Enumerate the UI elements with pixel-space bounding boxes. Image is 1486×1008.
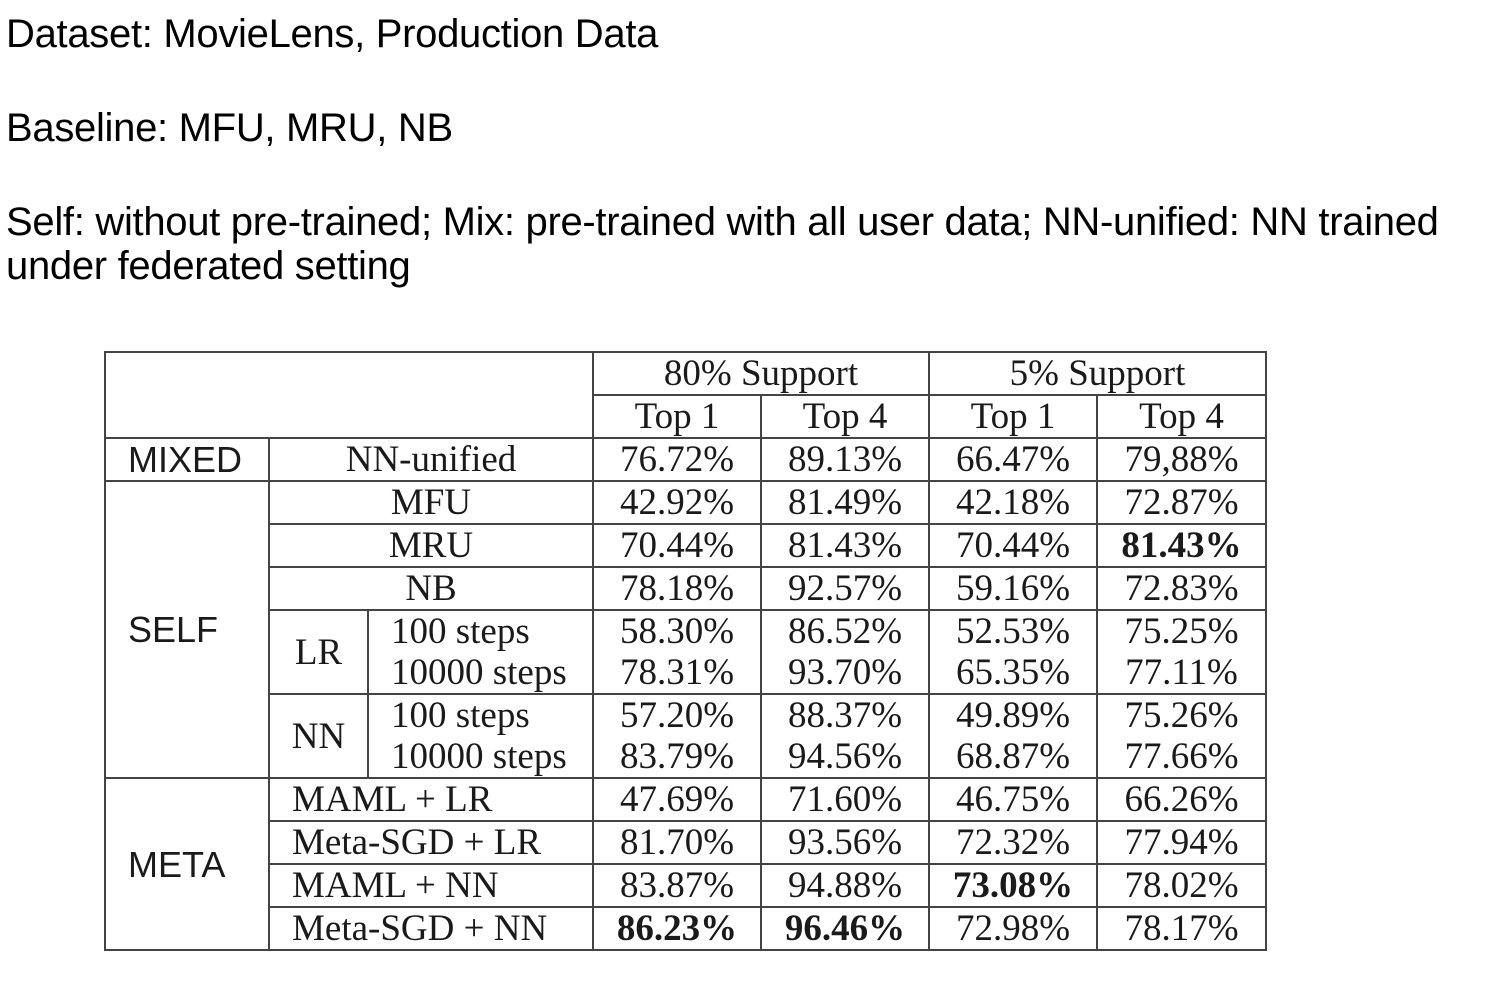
cell-value: 66.26% — [1097, 778, 1266, 821]
cell-value: 72.98% — [929, 907, 1097, 950]
cell-value: 71.60% — [761, 778, 929, 821]
cell-value: 46.75% — [929, 778, 1097, 821]
cell-value: 79,88% — [1097, 438, 1266, 481]
method-maml-nn: MAML + NN — [269, 864, 593, 907]
cell-value: 47.69% — [593, 778, 761, 821]
cell-value: 68.87% — [929, 736, 1097, 778]
table-row — [105, 778, 1266, 821]
cell-value: 72.32% — [929, 821, 1097, 864]
header-5-support: 5% Support — [929, 352, 1266, 395]
steps-label: 10000 steps — [368, 736, 593, 778]
legend-note: Self: without pre-trained; Mix: pre-trained with all user data; NN-unified: NN trained under federated setting — [6, 200, 1439, 288]
cell-value-best: 81.43% — [1097, 524, 1266, 567]
header-5-top4: Top 4 — [1097, 395, 1266, 438]
group-self: SELF — [105, 481, 269, 778]
cell-value: 42.18% — [929, 481, 1097, 524]
cell-value: 49.89% — [929, 694, 1097, 736]
cell-value: 83.87% — [593, 864, 761, 907]
cell-value-best: 86.23% — [593, 907, 761, 950]
cell-value: 78.18% — [593, 567, 761, 610]
table-row — [105, 864, 1266, 907]
method-maml-lr: MAML + LR — [269, 778, 593, 821]
cell-value: 93.70% — [761, 652, 929, 694]
cell-value: 72.83% — [1097, 567, 1266, 610]
steps-label: 100 steps — [368, 610, 593, 652]
cell-value: 94.56% — [761, 736, 929, 778]
cell-value-best: 96.46% — [761, 907, 929, 950]
results-table — [104, 351, 1267, 951]
cell-value: 92.57% — [761, 567, 929, 610]
cell-value: 77.94% — [1097, 821, 1266, 864]
table-row — [105, 907, 1266, 950]
cell-value: 78.17% — [1097, 907, 1266, 950]
header-5-top1: Top 1 — [929, 395, 1097, 438]
cell-value: 81.70% — [593, 821, 761, 864]
cell-value: 75.25% — [1097, 610, 1266, 652]
cell-value: 83.79% — [593, 736, 761, 778]
cell-value: 86.52% — [761, 610, 929, 652]
header-80-top1: Top 1 — [593, 395, 761, 438]
header-row-support — [105, 352, 1266, 395]
header-80-top4: Top 4 — [761, 395, 929, 438]
table-row — [105, 481, 1266, 524]
cell-value: 59.16% — [929, 567, 1097, 610]
baseline-note: Baseline: MFU, MRU, NB — [6, 106, 453, 150]
cell-value: 52.53% — [929, 610, 1097, 652]
cell-value: 78.02% — [1097, 864, 1266, 907]
model-lr: LR — [269, 610, 368, 694]
cell-value: 58.30% — [593, 610, 761, 652]
table-row — [105, 610, 1266, 652]
cell-value: 88.37% — [761, 694, 929, 736]
cell-value: 70.44% — [593, 524, 761, 567]
model-nn: NN — [269, 694, 368, 778]
cell-value: 76.72% — [593, 438, 761, 481]
cell-value: 94.88% — [761, 864, 929, 907]
method-mfu: MFU — [269, 481, 593, 524]
cell-value: 70.44% — [929, 524, 1097, 567]
cell-value: 72.87% — [1097, 481, 1266, 524]
method-mru: MRU — [269, 524, 593, 567]
steps-label: 10000 steps — [368, 652, 593, 694]
cell-value: 77.11% — [1097, 652, 1266, 694]
table-row — [105, 694, 1266, 736]
table-row — [105, 567, 1266, 610]
steps-label: 100 steps — [368, 694, 593, 736]
table-row — [105, 524, 1266, 567]
table-row — [105, 821, 1266, 864]
group-meta: META — [105, 778, 269, 950]
header-corner — [105, 352, 593, 438]
cell-value: 66.47% — [929, 438, 1097, 481]
method-metasgd-lr: Meta-SGD + LR — [269, 821, 593, 864]
cell-value: 93.56% — [761, 821, 929, 864]
header-80-support: 80% Support — [593, 352, 929, 395]
dataset-note: Dataset: MovieLens, Production Data — [6, 12, 659, 56]
cell-value: 57.20% — [593, 694, 761, 736]
cell-value: 65.35% — [929, 652, 1097, 694]
cell-value: 75.26% — [1097, 694, 1266, 736]
cell-value: 81.49% — [761, 481, 929, 524]
table-row — [105, 438, 1266, 481]
method-nb: NB — [269, 567, 593, 610]
cell-value: 89.13% — [761, 438, 929, 481]
group-mixed: MIXED — [105, 438, 269, 481]
cell-value: 42.92% — [593, 481, 761, 524]
cell-value: 78.31% — [593, 652, 761, 694]
method-nn-unified: NN-unified — [269, 438, 593, 481]
cell-value: 77.66% — [1097, 736, 1266, 778]
cell-value-best: 73.08% — [929, 864, 1097, 907]
cell-value: 81.43% — [761, 524, 929, 567]
method-metasgd-nn: Meta-SGD + NN — [269, 907, 593, 950]
